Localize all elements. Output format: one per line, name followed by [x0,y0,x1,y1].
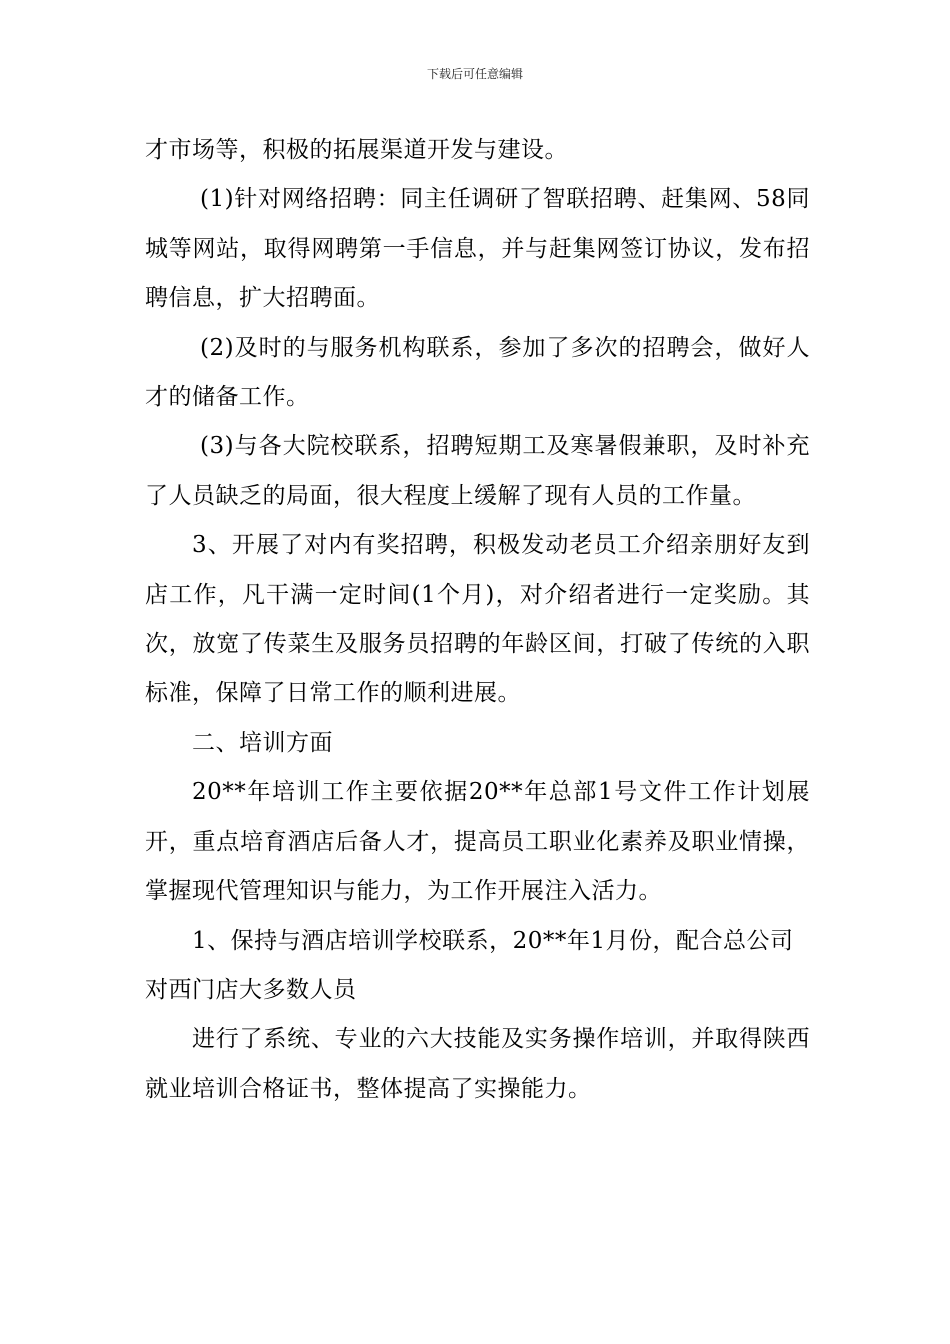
page-header-note: 下载后可任意编辑 [426,67,523,81]
paragraph-training-plan: 20**年培训工作主要依据20**年总部1号文件工作计划展开，重点培育酒店后备人才，提高员工职业化素养及职业情操，掌握现代管理知识与能力，为工作开展注入活力。 [145,779,810,905]
paragraph-service-agencies: (2)及时的与服务机构联系，参加了多次的招聘会，做好人才的储备工作。 [145,334,810,411]
paragraph-intro: 才市场等，积极的拓展渠道开发与建设。 [145,137,568,163]
paragraph-online-recruitment: (1)针对网络招聘：同主任调研了智联招聘、赶集网、58同城等网站，取得网聘第一手信息，并与赶集网签订协议，发布招聘信息，扩大招聘面。 [145,186,810,312]
paragraph-colleges: (3)与各大院校联系，招聘短期工及寒暑假兼职，及时补充了人员缺乏的局面，很大程度上缓解了现有人员的工作量。 [145,433,810,509]
section-heading-training: 二、培训方面 [192,729,333,756]
document-body [145,126,810,1114]
paragraph-training-school: 1、保持与酒店培训学校联系，20**年1月份，配合总公司对西门店大多数人员 [145,927,794,1003]
paragraph-internal-referral: 3、开展了对内有奖招聘，积极发动老员工介绍亲朋好友到店工作，凡干满一定时间(1个月)，对介绍者进行一定奖励。其次，放宽了传菜生及服务员招聘的年龄区间，打破了传统的入职标准，保障了日常工作的顺利进展。 [145,532,810,707]
paragraph-skills-training: 进行了系统、专业的六大技能及实务操作培训，并取得陕西就业培训合格证书，整体提高了实操能力。 [145,1026,810,1102]
